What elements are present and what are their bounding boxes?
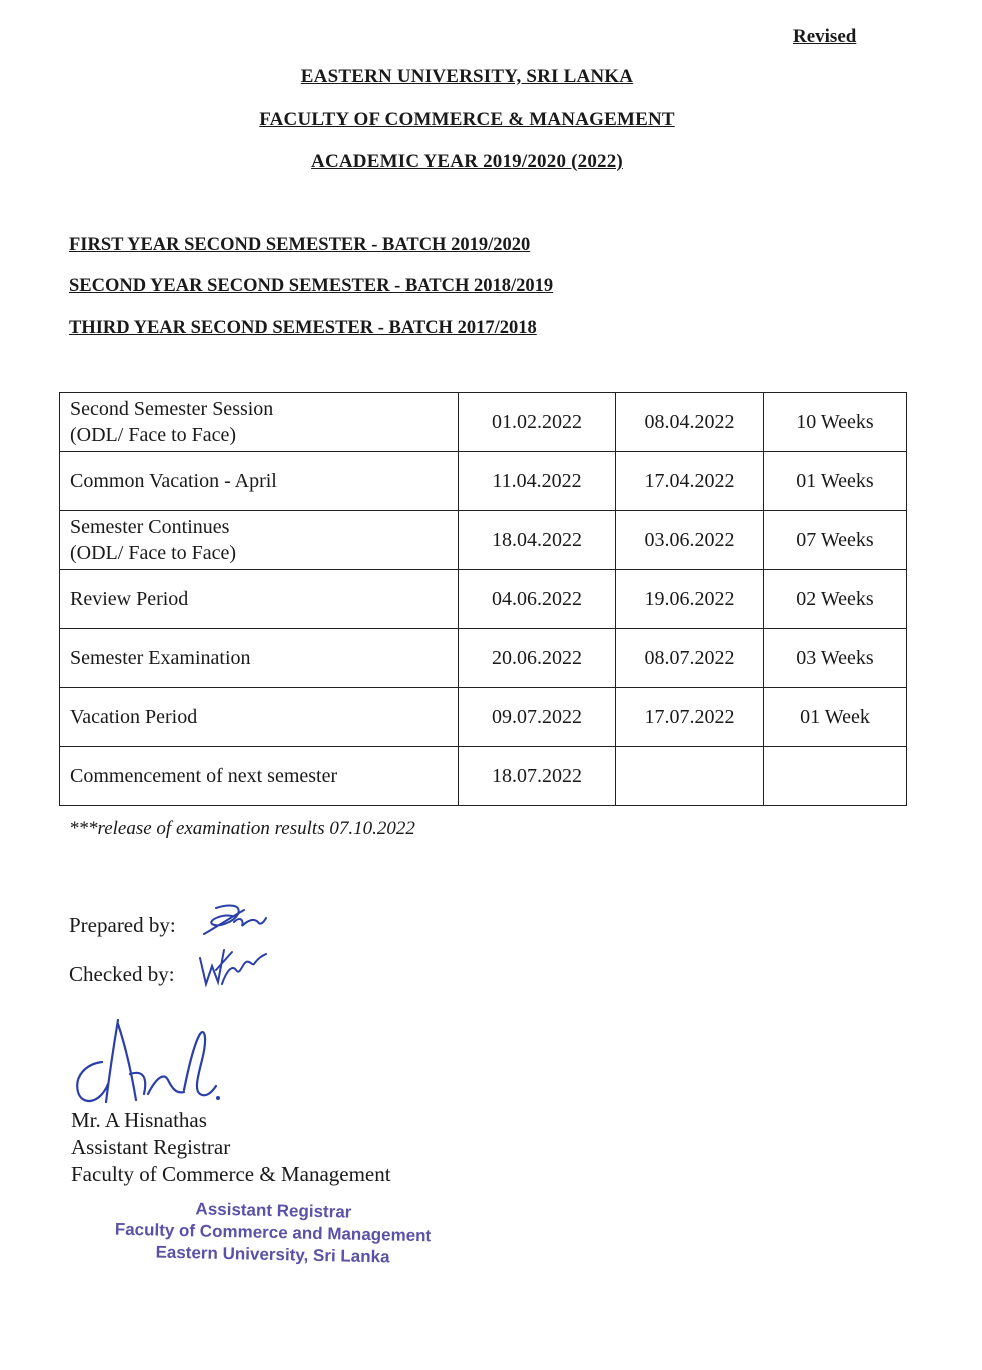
prepared-by-label: Prepared by: — [69, 913, 176, 937]
checked-by-label: Checked by: — [69, 962, 175, 986]
period-description — [60, 511, 459, 570]
official-stamp — [107, 1197, 438, 1270]
start-date: 11.04.2022 — [459, 452, 616, 511]
start-date: 18.04.2022 — [459, 511, 616, 570]
assistant-registrar-signature — [66, 1014, 226, 1110]
start-date: 18.07.2022 — [459, 747, 616, 806]
officer-faculty: Faculty of Commerce & Management — [71, 1162, 391, 1186]
period-name: Review Period — [70, 588, 189, 610]
end-date: 19.06.2022 — [616, 570, 764, 629]
start-date: 09.07.2022 — [459, 688, 616, 747]
end-date: 08.07.2022 — [616, 629, 764, 688]
duration: 02 Weeks — [764, 570, 907, 629]
stamp-line-university: Eastern University, Sri Lanka — [155, 1242, 390, 1267]
officer-name: Mr. A Hisnathas — [71, 1108, 207, 1132]
period-description — [60, 393, 459, 452]
batch-second-year: SECOND YEAR SECOND SEMESTER - BATCH 2018/2019 — [69, 276, 554, 296]
end-date — [616, 747, 764, 806]
period-name: Common Vacation - April — [70, 470, 277, 492]
period-description — [60, 629, 459, 688]
end-date: 03.06.2022 — [616, 511, 764, 570]
prepared-by-signature — [198, 900, 270, 940]
batch-third-year: THIRD YEAR SECOND SEMESTER - BATCH 2017/2018 — [69, 318, 537, 338]
duration: 10 Weeks — [764, 393, 907, 452]
period-name: Commencement of next semester — [70, 765, 338, 787]
semester-schedule-table — [59, 392, 907, 806]
end-date: 17.07.2022 — [616, 688, 764, 747]
stamp-line-title: Assistant Registrar — [195, 1199, 352, 1222]
faculty-title: FACULTY OF COMMERCE & MANAGEMENT — [259, 109, 675, 130]
table-row — [60, 511, 907, 570]
checked-by-signature — [196, 944, 270, 990]
period-name: Second Semester Session — [70, 398, 274, 420]
end-date: 08.04.2022 — [616, 393, 764, 452]
end-date: 17.04.2022 — [616, 452, 764, 511]
table-row — [60, 452, 907, 511]
duration: 01 Weeks — [764, 452, 907, 511]
period-description — [60, 452, 459, 511]
table-row — [60, 747, 907, 806]
period-name: Semester Examination — [70, 647, 251, 669]
batch-first-year: FIRST YEAR SECOND SEMESTER - BATCH 2019/2020 — [69, 235, 531, 255]
academic-year-title: ACADEMIC YEAR 2019/2020 (2022) — [311, 151, 623, 172]
table-row — [60, 393, 907, 452]
duration: 03 Weeks — [764, 629, 907, 688]
period-description — [60, 688, 459, 747]
period-name: Semester Continues — [70, 516, 230, 538]
start-date: 04.06.2022 — [459, 570, 616, 629]
stamp-line-faculty: Faculty of Commerce and Management — [114, 1219, 432, 1246]
officer-title: Assistant Registrar — [71, 1135, 231, 1159]
period-description — [60, 747, 459, 806]
start-date: 20.06.2022 — [459, 629, 616, 688]
duration — [764, 747, 907, 806]
duration: 01 Week — [764, 688, 907, 747]
start-date: 01.02.2022 — [459, 393, 616, 452]
period-description — [60, 570, 459, 629]
period-mode: (ODL/ Face to Face) — [70, 424, 237, 446]
period-name: Vacation Period — [70, 706, 198, 728]
table-row — [60, 629, 907, 688]
period-mode: (ODL/ Face to Face) — [70, 542, 237, 564]
revised-label: Revised — [793, 26, 857, 47]
table-row — [60, 570, 907, 629]
table-row — [60, 688, 907, 747]
results-note: ***release of examination results 07.10.2022 — [69, 818, 415, 839]
university-title: EASTERN UNIVERSITY, SRI LANKA — [300, 66, 634, 87]
duration: 07 Weeks — [764, 511, 907, 570]
